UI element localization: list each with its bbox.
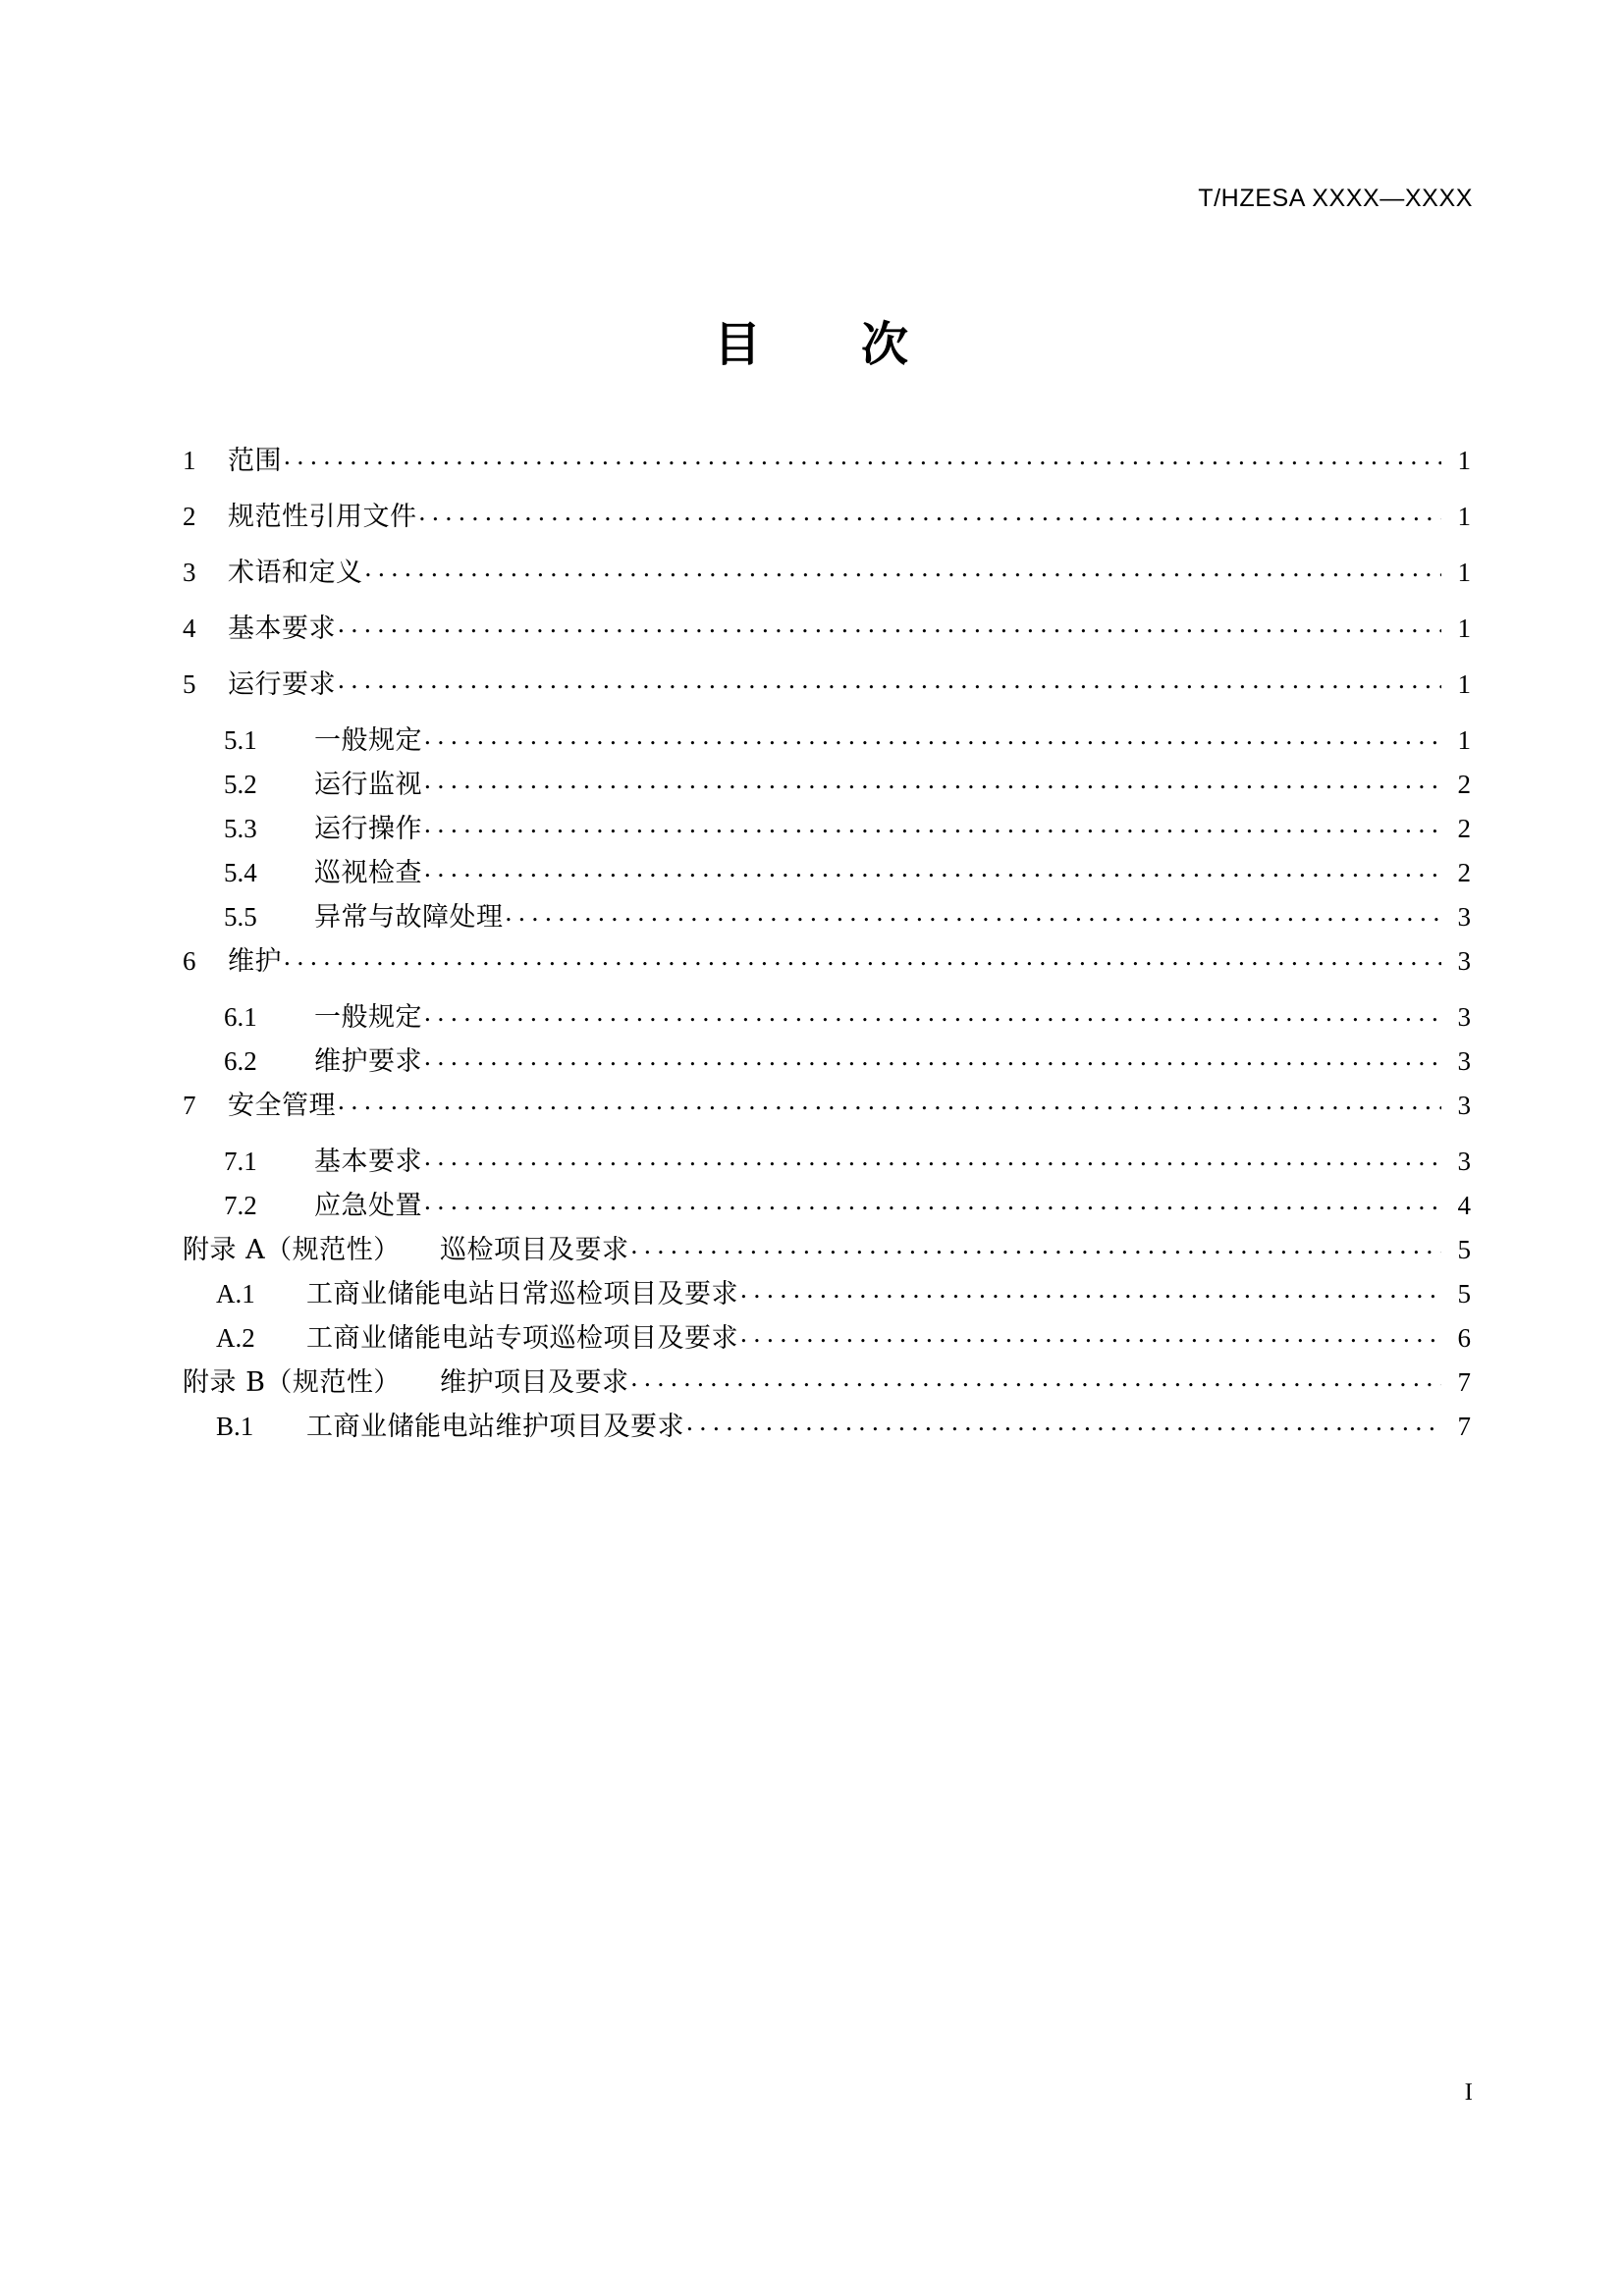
toc-entry-label: 工商业储能电站维护项目及要求: [306, 1412, 684, 1442]
toc-entry-page-number: 1: [1457, 725, 1471, 755]
document-footer-page-number: I: [1464, 2079, 1473, 2106]
toc-entry[interactable]: [183, 856, 1471, 886]
toc-entry-page-number: 3: [1457, 946, 1471, 976]
toc-dot-leader: [424, 1145, 1441, 1170]
toc-dot-leader: [338, 1089, 1441, 1114]
toc-entry[interactable]: [183, 723, 1471, 754]
toc-entry-label: 运行要求: [228, 669, 336, 700]
toc-entry-label: 运行操作: [314, 814, 422, 844]
toc-dot-leader: [424, 723, 1441, 749]
toc-dot-leader: [338, 612, 1441, 637]
toc-entry-number: A.1: [216, 1279, 255, 1308]
toc-entry-label: 巡视检查: [314, 858, 422, 888]
toc-entry[interactable]: [183, 1089, 1471, 1119]
toc-entry[interactable]: [183, 1233, 1471, 1263]
toc-entry-number: 5.1: [224, 725, 257, 755]
toc-entry-page-number: 3: [1457, 1002, 1471, 1032]
toc-entry-page-number: 4: [1457, 1191, 1471, 1220]
toc-entry-page-number: 1: [1457, 614, 1471, 643]
toc-entry[interactable]: [183, 1277, 1471, 1308]
toc-entry-number: 5.2: [224, 770, 257, 799]
toc-entry-page-number: 1: [1457, 446, 1471, 475]
toc-entry-label: 工商业储能电站专项巡检项目及要求: [306, 1323, 738, 1354]
toc-entry[interactable]: [183, 1410, 1471, 1440]
toc-entry-number: 7.1: [224, 1147, 257, 1176]
toc-entry[interactable]: [183, 812, 1471, 842]
toc-dot-leader: [284, 444, 1441, 469]
toc-dot-leader: [424, 1000, 1441, 1026]
toc-entry[interactable]: [183, 612, 1471, 642]
toc-entry-page-number: 2: [1457, 858, 1471, 887]
toc-entry-label: 一般规定: [314, 725, 422, 756]
toc-dot-leader: [424, 1044, 1441, 1070]
toc-entry-label: 术语和定义: [228, 558, 363, 588]
toc-dot-leader: [424, 1189, 1441, 1214]
toc-dot-leader: [365, 556, 1442, 581]
toc-entry-number: 2: [183, 502, 196, 531]
toc-entry-label: 异常与故障处理: [314, 902, 504, 933]
toc-dot-leader: [424, 856, 1441, 881]
toc-entry[interactable]: [183, 667, 1471, 698]
toc-entry-page-number: 5: [1457, 1235, 1471, 1264]
toc-entry[interactable]: [183, 1044, 1471, 1075]
toc-entry[interactable]: [183, 1189, 1471, 1219]
toc-entry-label: 维护: [228, 946, 282, 977]
toc-dot-leader: [506, 900, 1442, 926]
toc-entry[interactable]: [183, 1145, 1471, 1175]
toc-entry-number: 4: [183, 614, 196, 643]
toc-entry[interactable]: [183, 900, 1471, 931]
toc-entry-number: 5: [183, 669, 196, 699]
toc-entry[interactable]: [183, 944, 1471, 975]
toc-entry-number: 6.1: [224, 1002, 257, 1032]
toc-entry-number: 5.5: [224, 902, 257, 932]
toc-entry-label: 应急处置: [314, 1191, 422, 1221]
toc-entry[interactable]: [183, 556, 1471, 586]
toc-dot-leader: [424, 768, 1441, 793]
document-header-standard-code: T/HZESA XXXX—XXXX: [1198, 185, 1473, 212]
toc-entry-number: 7.2: [224, 1191, 257, 1220]
page-title: 目 次: [713, 317, 910, 372]
toc-entry-number: 7: [183, 1091, 196, 1120]
toc-entry-label: 巡检项目及要求: [440, 1235, 629, 1265]
toc-entry-label: 安全管理: [228, 1091, 336, 1121]
toc-dot-leader: [631, 1365, 1442, 1391]
toc-entry-label: 一般规定: [314, 1002, 422, 1033]
toc-entry-page-number: 3: [1457, 1147, 1471, 1176]
toc-entry-label: 基本要求: [314, 1147, 422, 1177]
table-of-contents: [183, 444, 1471, 1454]
toc-entry-label: 基本要求: [228, 614, 336, 644]
toc-entry[interactable]: [183, 1365, 1471, 1396]
toc-entry[interactable]: [183, 500, 1471, 530]
toc-entry-label: 维护要求: [314, 1046, 422, 1077]
toc-entry-page-number: 1: [1457, 502, 1471, 531]
toc-entry-page-number: 3: [1457, 1091, 1471, 1120]
toc-entry-label: 范围: [228, 446, 282, 476]
toc-entry-number: A.2: [216, 1323, 255, 1353]
toc-entry-page-number: 7: [1457, 1367, 1471, 1397]
toc-entry[interactable]: [183, 768, 1471, 798]
toc-entry-label: 工商业储能电站日常巡检项目及要求: [306, 1279, 738, 1309]
toc-entry-page-number: 5: [1457, 1279, 1471, 1308]
toc-entry-appendix-number: 附录 A（规范性）: [183, 1235, 401, 1265]
toc-entry-page-number: 1: [1457, 558, 1471, 587]
toc-entry[interactable]: [183, 444, 1471, 474]
toc-entry-number: 6.2: [224, 1046, 257, 1076]
toc-entry-page-number: 1: [1457, 669, 1471, 699]
toc-entry-number: B.1: [216, 1412, 254, 1441]
toc-entry-page-number: 2: [1457, 814, 1471, 843]
toc-dot-leader: [740, 1277, 1441, 1303]
toc-dot-leader: [740, 1321, 1441, 1347]
toc-dot-leader: [686, 1410, 1441, 1435]
toc-entry-page-number: 3: [1457, 1046, 1471, 1076]
toc-entry[interactable]: [183, 1321, 1471, 1352]
toc-entry-label: 规范性引用文件: [228, 502, 417, 532]
toc-entry-number: 3: [183, 558, 196, 587]
toc-dot-leader: [338, 667, 1441, 693]
toc-entry-page-number: 6: [1457, 1323, 1471, 1353]
toc-dot-leader: [631, 1233, 1442, 1258]
toc-entry-number: 5.4: [224, 858, 257, 887]
toc-dot-leader: [419, 500, 1442, 525]
toc-entry-number: 5.3: [224, 814, 257, 843]
toc-entry-label: 运行监视: [314, 770, 422, 800]
toc-entry-number: 6: [183, 946, 196, 976]
toc-dot-leader: [284, 944, 1441, 970]
toc-entry-page-number: 2: [1457, 770, 1471, 799]
toc-entry[interactable]: [183, 1000, 1471, 1031]
toc-entry-page-number: 3: [1457, 902, 1471, 932]
toc-entry-appendix-number: 附录 B（规范性）: [183, 1367, 401, 1398]
toc-entry-label: 维护项目及要求: [440, 1367, 629, 1398]
toc-entry-page-number: 7: [1457, 1412, 1471, 1441]
toc-dot-leader: [424, 812, 1441, 837]
toc-entry-number: 1: [183, 446, 196, 475]
